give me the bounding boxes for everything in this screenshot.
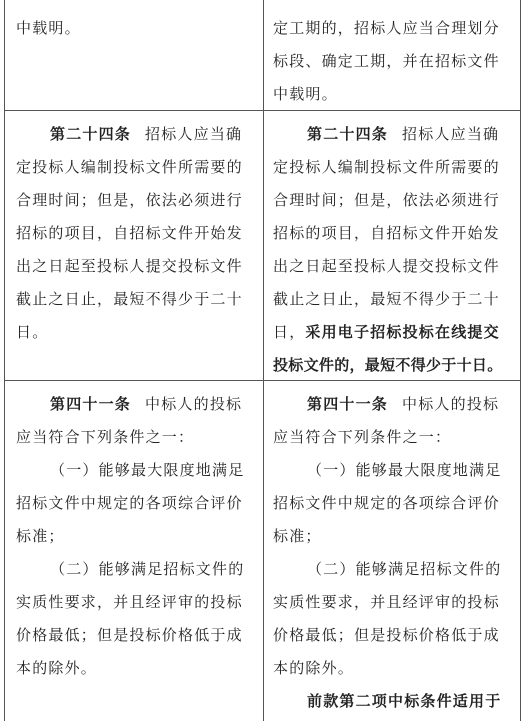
text-line: 截止之日止，最短不得少于二十: [273, 290, 500, 308]
text-line: 合理时间；但是，依法必须进行: [16, 191, 243, 209]
text-line: 实质性要求，并且经评审的投标: [16, 593, 243, 611]
text-line: 招标的项目，自招标文件开始发: [16, 224, 243, 242]
text-line: 招标文件中规定的各项综合评价: [16, 494, 243, 512]
row1-left-cell: [16, 12, 256, 45]
amended-text: 采用电子招标投标在线提交: [305, 323, 500, 341]
text-line: 招标的项目，自招标文件开始发: [273, 224, 500, 242]
list-item-line: （二）能够满足招标文件的: [307, 560, 502, 578]
text-line: 定投标人编制投标文件所需要的: [273, 158, 500, 176]
text-line: 中载明。: [273, 85, 338, 103]
article-number: 第四十一条: [50, 395, 132, 413]
row1-right-cell: [273, 12, 518, 111]
table-column-divider: [263, 0, 264, 721]
list-item-line: （一）能够最大限度地满足: [307, 461, 502, 479]
text-line: 应当符合下列条件之一：: [273, 428, 452, 446]
text-fragment: 中标人的投标: [145, 395, 243, 413]
text-line: 定工期的，招标人应当合理划分: [273, 19, 500, 37]
article-number: 第二十四条: [50, 125, 132, 143]
row2-right-cell: [273, 118, 518, 382]
text-line: 本的除外。: [16, 659, 98, 677]
text-line: 出之日起至投标人提交投标文件: [16, 257, 243, 275]
list-item-line: （二）能够满足招标文件的: [50, 560, 245, 578]
table-border-left: [4, 0, 5, 721]
text-line: 应当符合下列条件之一：: [16, 428, 195, 446]
row3-left-cell: [16, 388, 256, 685]
amended-text: 投标文件的，最短不得少于十日。: [273, 356, 503, 374]
article-first-line: [16, 388, 256, 421]
text-line: 日。: [16, 323, 49, 341]
article-first-line: [273, 388, 518, 421]
article-first-line: [16, 118, 256, 151]
row2-left-cell: [16, 118, 256, 349]
article-number: 第四十一条: [307, 395, 389, 413]
text-line: 截止之日止，最短不得少于二十: [16, 290, 243, 308]
text-line: 价格最低；但是投标价格低于成: [16, 626, 243, 644]
text-line: 本的除外。: [273, 659, 355, 677]
amended-text: 前款第二项中标条件适用于: [307, 692, 502, 710]
article-first-line: [273, 118, 518, 151]
text-line: 价格最低；但是投标价格低于成: [273, 626, 500, 644]
text-line: 定投标人编制投标文件所需要的: [16, 158, 243, 176]
text-fragment: 中标人的投标: [402, 395, 500, 413]
text-line: 标准；: [16, 527, 65, 545]
text-line: [273, 316, 518, 349]
text-line: 合理时间；但是，依法必须进行: [273, 191, 500, 209]
text-line: 标准；: [273, 527, 322, 545]
row3-right-cell: [273, 388, 518, 718]
text-line: 标段、确定工期，并在招标文件: [273, 52, 500, 70]
text-line: 出之日起至投标人提交投标文件: [273, 257, 500, 275]
text-line: 实质性要求，并且经评审的投标: [273, 593, 500, 611]
text-line: 招标文件中规定的各项综合评价: [273, 494, 500, 512]
text-fragment: 招标人应当确: [402, 125, 500, 143]
article-number: 第二十四条: [307, 125, 389, 143]
table-border-right: [520, 0, 521, 721]
text-fragment: 日，: [273, 323, 306, 341]
text-line: 中载明。: [16, 19, 81, 37]
list-item-line: （一）能够最大限度地满足: [50, 461, 245, 479]
text-fragment: 招标人应当确: [145, 125, 243, 143]
